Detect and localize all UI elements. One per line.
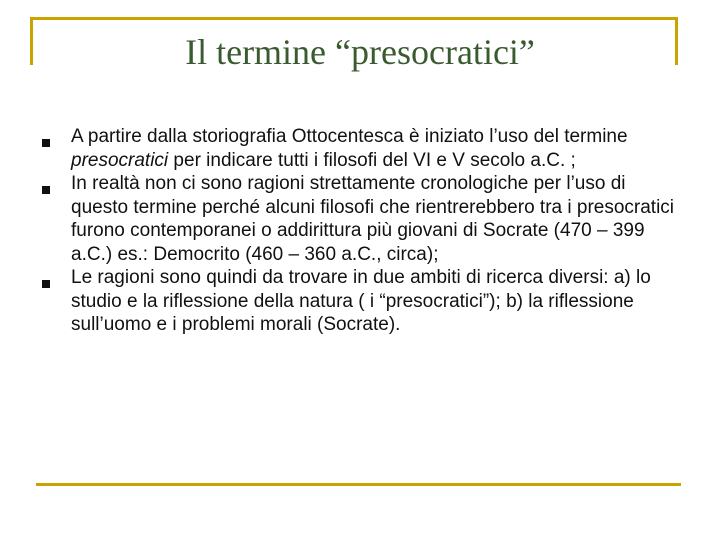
square-bullet-icon xyxy=(42,186,50,194)
bullet-text-3: Le ragioni sono quindi da trovare in due ambiti di ricerca diversi: a) lo studio e la riflessione della natura ( i “presocratici”); b) la riflessione sull’uomo e i problemi morali (Socrate). xyxy=(71,267,651,335)
bullet-item-2 xyxy=(42,172,682,266)
slide-title: Il termine “presocratici” xyxy=(185,32,535,72)
square-bullet-icon xyxy=(42,280,50,288)
bullet-item-3 xyxy=(42,266,682,337)
frame-top-line xyxy=(30,17,678,20)
bullet-text-1-before: A partire dalla storiografia Ottocentesca è iniziato l’uso del termine xyxy=(71,126,628,147)
frame-bottom-line xyxy=(36,483,681,486)
bullet-text-1-after: per indicare tutti i filosofi del VI e V secolo a.C. ; xyxy=(168,149,576,171)
bullet-list xyxy=(42,125,682,337)
bullet-text-1 xyxy=(71,125,682,172)
bullet-text-2: In realtà non ci sono ragioni strettamente cronologiche per l’uso di questo termine perché alcuni filosofi che rientrerebbero tra i presocratici furono contemporanei o addirittura più giovani di Socrate (470 – 399 a.C.) es.: Democrito (460 – 360 a.C., circa); xyxy=(71,173,675,265)
bullet-item-1 xyxy=(42,125,682,172)
frame-left-line xyxy=(30,17,33,65)
square-bullet-icon xyxy=(42,139,50,147)
bullet-text-1-emphasis: presocratici xyxy=(71,149,169,171)
